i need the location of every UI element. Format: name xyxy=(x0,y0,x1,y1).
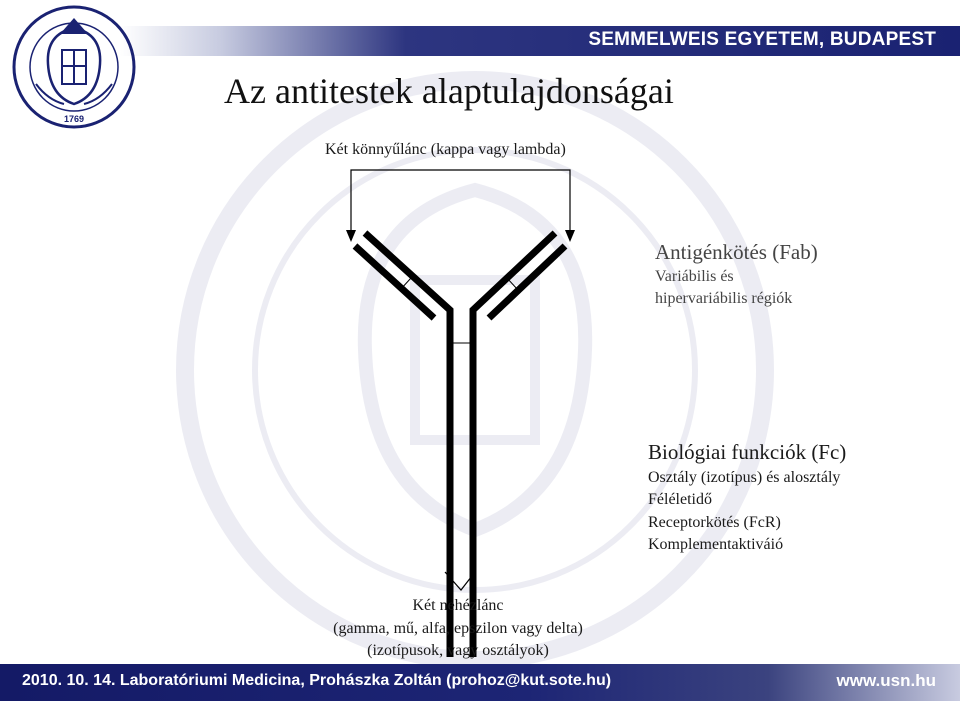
bracket-arrow-left xyxy=(346,230,356,242)
light-chain-label: Két könnyűlánc (kappa vagy lambda) xyxy=(325,141,566,158)
institution-name: SEMMELWEIS EGYETEM, BUDAPEST xyxy=(588,29,936,50)
slide-title: Az antitestek alaptulajdonságai xyxy=(224,71,674,111)
fab-title: Antigénkötés (Fab) xyxy=(655,240,818,264)
fab-line: hipervariábilis régiók xyxy=(655,290,793,307)
seal-year: 1769 xyxy=(63,114,85,124)
footer-text: 2010. 10. 14. Laboratóriumi Medicina, Prohászka Zoltán (prohoz@kut.sote.hu) xyxy=(22,672,612,689)
heavy-chain-line: Két nehézlánc xyxy=(412,597,504,614)
footer-url: www.usn.hu xyxy=(836,671,936,690)
footer-band xyxy=(0,664,960,701)
fc-line: Féléletidő xyxy=(648,491,712,508)
fc-line: Komplementaktiváió xyxy=(648,536,784,553)
bracket-arrow-right xyxy=(565,230,575,242)
fab-line: Variábilis és xyxy=(655,268,734,285)
heavy-chain-line: (izotípusok, vagy osztályok) xyxy=(367,642,549,659)
fc-line: Osztály (izotípus) és alosztály xyxy=(648,469,841,486)
fc-line: Receptorkötés (FcR) xyxy=(648,514,781,531)
heavy-chains xyxy=(365,233,555,657)
heavy-chain-line: (gamma, mű, alfa, epszilon vagy delta) xyxy=(333,620,583,637)
light-chain-bracket xyxy=(351,170,570,238)
fc-title: Biológiai funkciók (Fc) xyxy=(648,440,847,464)
